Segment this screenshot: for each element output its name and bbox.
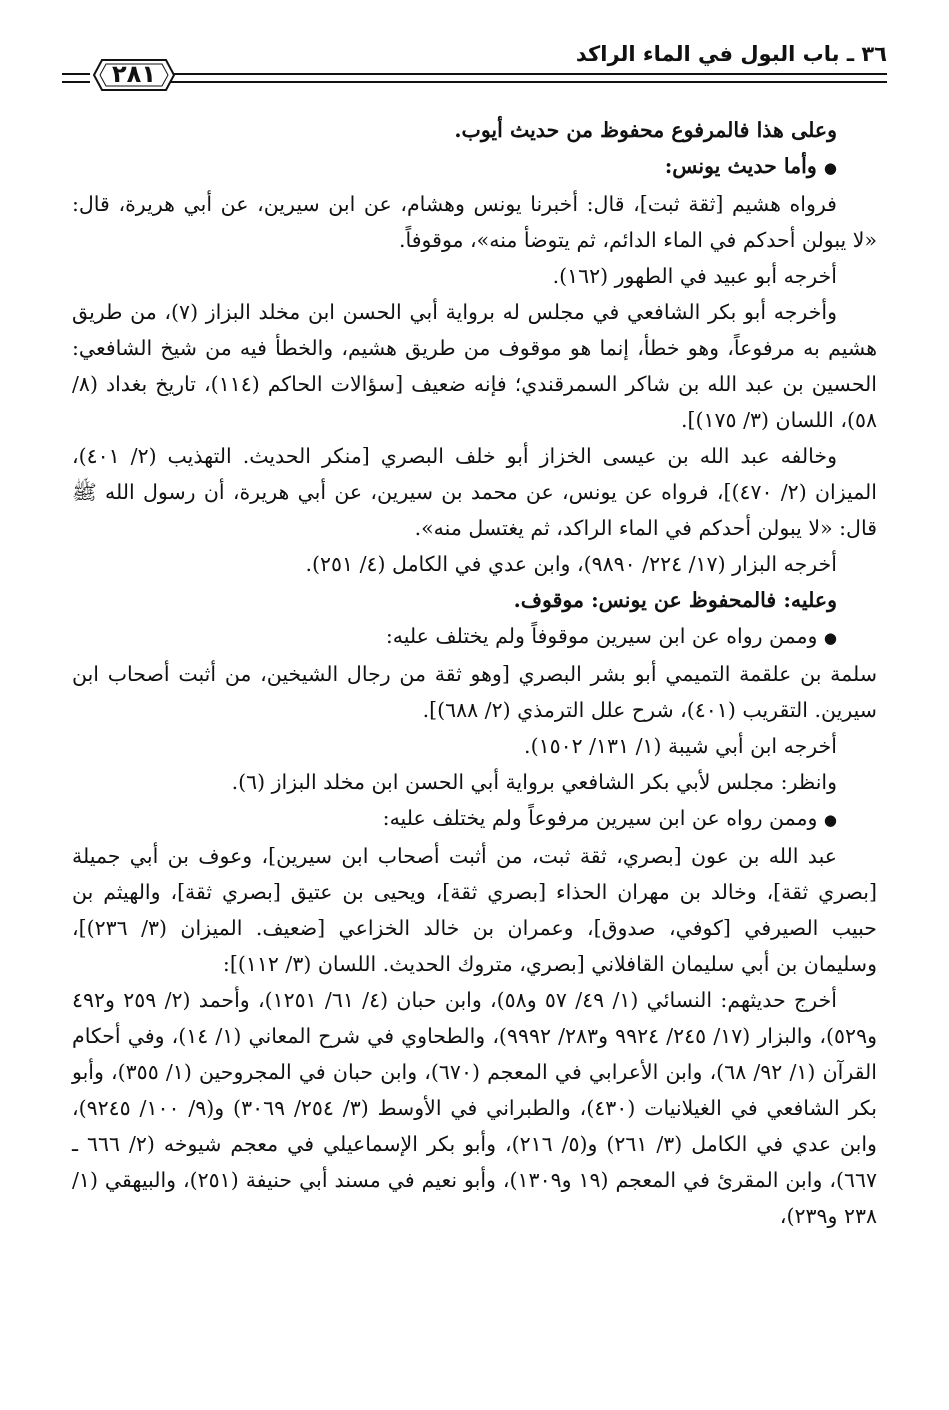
main-text: [72, 112, 877, 1234]
page-number-badge: [92, 58, 176, 92]
paragraph-text: وممن رواه عن ابن سيرين مرفوعاً ولم يختلف عليه:: [382, 806, 818, 830]
paragraph-text: سلمة بن علقمة التميمي أبو بشر البصري [وهو ثقة من رجال الشيخين، من أثبت أصحاب ابن سيرين. التقريب (٤٠١)، شرح علل الترمذي (٢/ ٦٨٨)].: [72, 662, 877, 722]
text-paragraph: [72, 546, 877, 582]
bullet-icon: ●: [823, 159, 837, 177]
text-paragraph: [72, 728, 877, 764]
paragraph-text: عبد الله بن عون [بصري، ثقة ثبت، من أثبت أصحاب ابن سيرين]، وعوف بن أبي جميلة [بصري ثقة]، وخالد بن مهران الحذاء [بصري ثقة]، ويحيى بن عتيق [بصري ثقة]، والهيثم بن حبيب الصيرفي [كوفي، صدوق]، وعمران بن خالد الخزاعي [ضعيف. الميزان (٣/ ٢٣٦)]، وسليمان بن أبي سليمان القافلاني [بصري، متروك الحديث. اللسان (٣/ ١١٢)]:: [72, 844, 877, 976]
paragraph-text: وممن رواه عن ابن سيرين موقوفاً ولم يختلف عليه:: [385, 624, 818, 648]
paragraph-text: وعليه: فالمحفوظ عن يونس: موقوف.: [513, 588, 837, 612]
paragraph-text: أخرج حديثهم: النسائي (١/ ٤٩/ ٥٧ و٥٨)، وابن حبان (٤/ ٦١/ ١٢٥١)، وأحمد (٢/ ٢٥٩ و٤٩٢ و٥٢٩)، والبزار (١٧/ ٢٤٥/ ٩٩٢٤ و٢٨٣/ ٩٩٩٢)، والطحاوي في شرح المعاني (١/ ١٤)، وفي أحكام القرآن (١/ ٩٢/ ٦٨)، وابن الأعرابي في المعجم (٦٧٠)، وابن حبان في المجروحين (١/ ٣٥٥)، وأبو بكر الشافعي في الغيلانيات (٤٣٠)، والطبراني في الأوسط (٣/ ٢٥٤/ ٣٠٦٩) و(٩/ ١٠٠/ ٩٢٤٥)، وابن عدي في الكامل (٣/ ٢٦١) و(٥/ ٢١٦)، وأبو بكر الإسماعيلي في معجم شيوخه (٢/ ٦٦٦ ـ ٦٦٧)، وابن المقرئ في المعجم (١٩ و١٣٠٩)، وأبو نعيم في مسند أبي حنيفة (٢٥١)، والبيهقي (١/ ٢٣٨ و٢٣٩)،: [72, 988, 877, 1228]
text-paragraph: [72, 148, 877, 186]
text-paragraph: [72, 618, 877, 656]
paragraph-text: وأخرجه أبو بكر الشافعي في مجلس له برواية أبي الحسن ابن مخلد البزاز (٧)، من طريق هشيم به مرفوعاً، وهو خطأ، إنما هو موقوف من طريق هشيم، والخطأ فيه من شيخ الشافعي: الحسين بن عبد الله بن شاكر السمرقندي؛ فإنه ضعيف [سؤالات الحاكم (١١٤)، تاريخ بغداد (٨/ ٥٨)، اللسان (٣/ ١٧٥)].: [72, 300, 877, 432]
paragraph-text: وأما حديث يونس:: [664, 154, 817, 178]
page-header: [62, 40, 887, 100]
paragraph-text: أخرجه أبو عبيد في الطهور (١٦٢).: [552, 264, 837, 288]
paragraph-text: وانظر: مجلس لأبي بكر الشافعي برواية أبي الحسن ابن مخلد البزاز (٦).: [231, 770, 837, 794]
bullet-icon: ●: [823, 811, 837, 829]
text-paragraph: [72, 112, 877, 148]
text-paragraph: [72, 438, 877, 546]
paragraph-text: أخرجه البزار (١٧/ ٢٢٤/ ٩٨٩٠)، وابن عدي في الكامل (٤/ ٢٥١).: [305, 552, 837, 576]
text-paragraph: [72, 800, 877, 838]
paragraph-text: فرواه هشيم [ثقة ثبت]، قال: أخبرنا يونس وهشام، عن ابن سيرين، عن أبي هريرة، قال: «لا يبولن أحدكم في الماء الدائم، ثم يتوضأ منه»، موقوفاً.: [72, 192, 877, 252]
text-paragraph: [72, 582, 877, 618]
paragraph-text: أخرجه ابن أبي شيبة (١/ ١٣١/ ١٥٠٢).: [524, 734, 837, 758]
header-rule: [152, 73, 887, 83]
header-rule-left: [62, 73, 90, 83]
paragraph-text: وعلى هذا فالمرفوع محفوظ من حديث أيوب.: [454, 118, 837, 142]
text-paragraph: [72, 186, 877, 258]
running-title: ٣٦ ـ باب البول في الماء الراكد: [575, 42, 887, 66]
text-paragraph: [72, 294, 877, 438]
paragraph-text: وخالفه عبد الله بن عيسى الخزاز أبو خلف البصري [منكر الحديث. التهذيب (٢/ ٤٠١)، الميزان (٢/ ٤٧٠)]، فرواه عن يونس، عن محمد بن سيرين، عن أبي هريرة، أن رسول الله ﷺ قال: «لا يبولن أحدكم في الماء الراكد، ثم يغتسل منه».: [72, 444, 877, 540]
text-paragraph: [72, 982, 877, 1234]
text-paragraph: [72, 764, 877, 800]
text-paragraph: [72, 838, 877, 982]
text-paragraph: [72, 656, 877, 728]
text-paragraph: [72, 258, 877, 294]
bullet-icon: ●: [823, 629, 837, 647]
page-number: ٢٨١: [112, 60, 156, 88]
